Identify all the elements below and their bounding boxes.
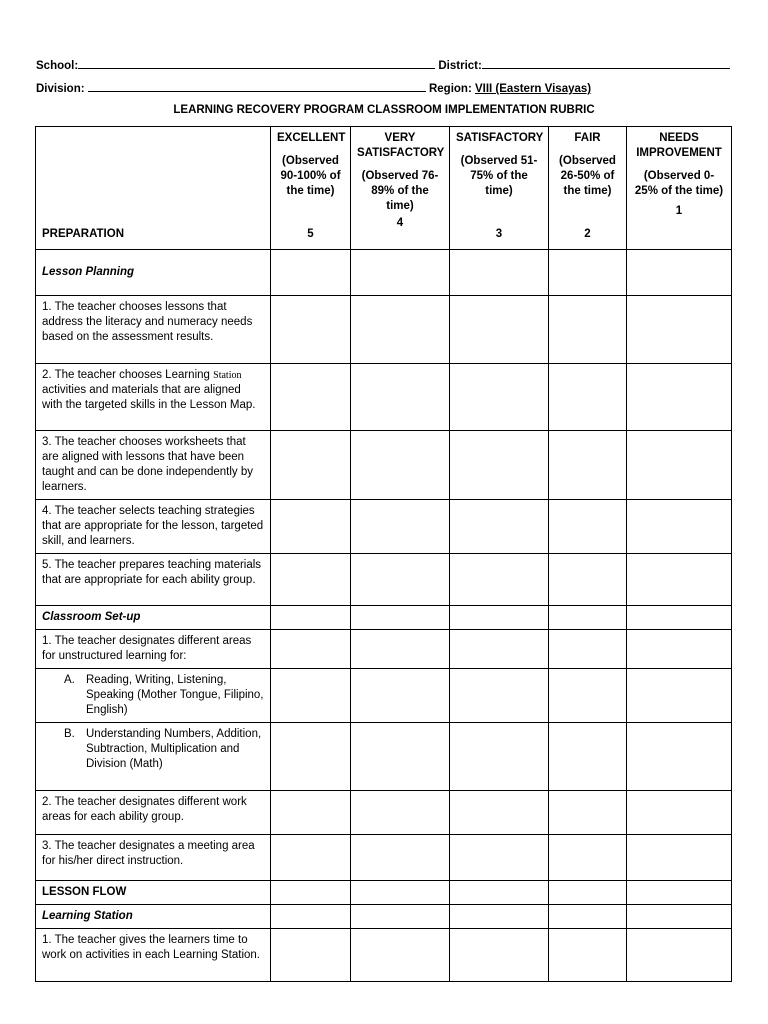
table-row bbox=[36, 296, 732, 364]
rating-cell[interactable] bbox=[351, 905, 450, 929]
rating-cell[interactable] bbox=[549, 606, 627, 630]
table-row bbox=[36, 250, 732, 296]
criterion-text: 5. The teacher prepares teaching materials that are appropriate for each ability group. bbox=[36, 554, 271, 606]
division-line bbox=[36, 81, 591, 95]
rating-cell[interactable] bbox=[627, 630, 732, 669]
rating-cell[interactable] bbox=[627, 431, 732, 500]
rating-cell[interactable] bbox=[271, 606, 351, 630]
rating-cell[interactable] bbox=[271, 630, 351, 669]
rating-cell[interactable] bbox=[450, 250, 549, 296]
rating-cell[interactable] bbox=[549, 929, 627, 982]
rating-cell[interactable] bbox=[450, 669, 549, 723]
criterion-text-rest: activities and materials that are aligned with the targeted skills in the Lesson Map. bbox=[42, 384, 256, 411]
column-score: 5 bbox=[307, 228, 314, 240]
rating-cell[interactable] bbox=[627, 791, 732, 835]
table-row bbox=[36, 905, 732, 929]
column-score: 1 bbox=[675, 205, 683, 217]
table-row bbox=[36, 431, 732, 500]
subitem-text: Understanding Numbers, Addition, Subtraction, Multiplication and Division (Math) bbox=[86, 728, 262, 770]
rating-cell[interactable] bbox=[549, 630, 627, 669]
column-header-satisfactory bbox=[450, 127, 549, 250]
rating-cell[interactable] bbox=[450, 881, 549, 905]
rating-cell[interactable] bbox=[549, 723, 627, 791]
rating-cell[interactable] bbox=[351, 554, 450, 606]
rating-cell[interactable] bbox=[450, 431, 549, 500]
table-row bbox=[36, 835, 732, 881]
criterion-subitem bbox=[36, 669, 271, 723]
rating-cell[interactable] bbox=[450, 929, 549, 982]
subitem-label: A. bbox=[64, 674, 75, 686]
table-row bbox=[36, 364, 732, 431]
section-learning-station: Learning Station bbox=[36, 905, 271, 929]
section-lesson-planning: Lesson Planning bbox=[36, 250, 271, 296]
division-field[interactable] bbox=[88, 81, 426, 92]
criterion-text: 3. The teacher chooses worksheets that are aligned with lessons that have been taught and can be done independently by learners. bbox=[36, 431, 271, 500]
rating-cell[interactable] bbox=[271, 881, 351, 905]
criterion-text: 3. The teacher designates a meeting area for his/her direct instruction. bbox=[36, 835, 271, 881]
column-score: 4 bbox=[396, 217, 404, 229]
rating-cell[interactable] bbox=[271, 364, 351, 431]
rating-cell[interactable] bbox=[351, 630, 450, 669]
preparation-header-cell bbox=[36, 127, 271, 250]
division-label: Division: bbox=[36, 83, 85, 95]
school-label: School: bbox=[36, 60, 79, 72]
rating-cell[interactable] bbox=[450, 606, 549, 630]
rating-cell[interactable] bbox=[627, 500, 732, 554]
rubric-table bbox=[35, 126, 732, 982]
section-classroom-setup: Classroom Set-up bbox=[36, 606, 271, 630]
rating-cell[interactable] bbox=[351, 364, 450, 431]
rating-cell[interactable] bbox=[627, 723, 732, 791]
column-desc: (Observed 26-50% of the time) bbox=[559, 155, 616, 197]
rating-cell[interactable] bbox=[271, 723, 351, 791]
rating-cell[interactable] bbox=[549, 791, 627, 835]
school-line bbox=[36, 58, 730, 72]
rating-cell[interactable] bbox=[627, 881, 732, 905]
rating-cell[interactable] bbox=[549, 554, 627, 606]
criterion-subitem bbox=[36, 723, 271, 791]
column-header-needs-improvement bbox=[627, 127, 732, 250]
rating-cell[interactable] bbox=[351, 250, 450, 296]
table-row bbox=[36, 500, 732, 554]
column-desc: (Observed 51-75% of the time) bbox=[460, 155, 538, 197]
rating-cell[interactable] bbox=[271, 669, 351, 723]
rating-cell[interactable] bbox=[351, 606, 450, 630]
table-row bbox=[36, 630, 732, 669]
rating-cell[interactable] bbox=[549, 431, 627, 500]
rating-cell[interactable] bbox=[450, 554, 549, 606]
criterion-text: 2. The teacher designates different work areas for each ability group. bbox=[36, 791, 271, 835]
rating-cell[interactable] bbox=[351, 500, 450, 554]
rating-cell[interactable] bbox=[450, 630, 549, 669]
rating-cell[interactable] bbox=[549, 905, 627, 929]
rating-cell[interactable] bbox=[271, 905, 351, 929]
rating-cell[interactable] bbox=[627, 669, 732, 723]
column-desc: (Observed 76-89% of the time) bbox=[361, 170, 439, 212]
rating-cell[interactable] bbox=[450, 296, 549, 364]
criterion-text bbox=[36, 364, 271, 431]
column-name: NEEDS IMPROVEMENT bbox=[636, 132, 722, 159]
column-name: VERY SATISFACTORY bbox=[357, 132, 445, 159]
column-header-fair bbox=[549, 127, 627, 250]
region-value: VIII (Eastern Visayas) bbox=[474, 83, 592, 95]
column-name: EXCELLENT bbox=[277, 132, 346, 144]
rating-cell[interactable] bbox=[351, 669, 450, 723]
rating-cell[interactable] bbox=[627, 364, 732, 431]
preparation-label: PREPARATION bbox=[42, 228, 124, 240]
rating-cell[interactable] bbox=[271, 791, 351, 835]
rating-cell[interactable] bbox=[549, 364, 627, 431]
header-row bbox=[36, 127, 732, 250]
rating-cell[interactable] bbox=[271, 296, 351, 364]
rating-cell[interactable] bbox=[627, 296, 732, 364]
rating-cell[interactable] bbox=[450, 791, 549, 835]
rating-cell[interactable] bbox=[549, 669, 627, 723]
heading-lesson-flow: LESSON FLOW bbox=[36, 881, 271, 905]
rating-cell[interactable] bbox=[627, 250, 732, 296]
column-score: 2 bbox=[584, 228, 591, 240]
subitem-text: Reading, Writing, Listening, Speaking (Mother Tongue, Filipino, English) bbox=[86, 674, 264, 716]
rating-cell[interactable] bbox=[627, 606, 732, 630]
rating-cell[interactable] bbox=[627, 835, 732, 881]
table-row bbox=[36, 791, 732, 835]
rating-cell[interactable] bbox=[627, 554, 732, 606]
table-row bbox=[36, 723, 732, 791]
criterion-text: 1. The teacher gives the learners time to work on activities in each Learning Station. bbox=[36, 929, 271, 982]
subitem-label: B. bbox=[64, 728, 75, 740]
rating-cell[interactable] bbox=[549, 296, 627, 364]
rating-cell[interactable] bbox=[271, 250, 351, 296]
page-title: LEARNING RECOVERY PROGRAM CLASSROOM IMPLEMENTATION RUBRIC bbox=[173, 104, 595, 116]
rating-cell[interactable] bbox=[627, 905, 732, 929]
table-row bbox=[36, 881, 732, 905]
table-row bbox=[36, 554, 732, 606]
column-desc: (Observed 90-100% of the time) bbox=[280, 155, 341, 197]
rating-cell[interactable] bbox=[271, 500, 351, 554]
rating-cell[interactable] bbox=[450, 500, 549, 554]
criterion-text: 1. The teacher chooses lessons that address the literacy and numeracy needs based on the assessment results. bbox=[36, 296, 271, 364]
rating-cell[interactable] bbox=[351, 835, 450, 881]
rating-cell[interactable] bbox=[549, 835, 627, 881]
region-label: Region: bbox=[428, 83, 472, 95]
criterion-text-part: 2. The teacher chooses Learning bbox=[42, 369, 210, 381]
rating-cell[interactable] bbox=[351, 296, 450, 364]
table-row bbox=[36, 669, 732, 723]
table-row bbox=[36, 606, 732, 630]
column-header-excellent bbox=[271, 127, 351, 250]
rating-cell[interactable] bbox=[549, 500, 627, 554]
rating-cell[interactable] bbox=[549, 250, 627, 296]
rating-cell[interactable] bbox=[351, 881, 450, 905]
criterion-text-small: Station bbox=[213, 370, 242, 381]
school-field[interactable] bbox=[78, 58, 435, 69]
rating-cell[interactable] bbox=[351, 723, 450, 791]
district-field[interactable] bbox=[482, 58, 730, 69]
rating-cell[interactable] bbox=[351, 929, 450, 982]
rating-cell[interactable] bbox=[271, 929, 351, 982]
column-score: 3 bbox=[495, 228, 503, 240]
criterion-text: 4. The teacher selects teaching strategies that are appropriate for the lesson, targeted skill, and learners. bbox=[36, 500, 271, 554]
table-row bbox=[36, 929, 732, 982]
rating-cell[interactable] bbox=[450, 905, 549, 929]
rating-cell[interactable] bbox=[549, 881, 627, 905]
rating-cell[interactable] bbox=[450, 364, 549, 431]
district-label: District: bbox=[438, 60, 482, 72]
rating-cell[interactable] bbox=[271, 835, 351, 881]
column-name: FAIR bbox=[574, 132, 601, 144]
rating-cell[interactable] bbox=[271, 554, 351, 606]
column-desc: (Observed 0-25% of the time) bbox=[634, 170, 724, 197]
rating-cell[interactable] bbox=[271, 431, 351, 500]
rating-cell[interactable] bbox=[351, 431, 450, 500]
rating-cell[interactable] bbox=[450, 723, 549, 791]
criterion-text: 1. The teacher designates different areas for unstructured learning for: bbox=[36, 630, 271, 669]
rating-cell[interactable] bbox=[450, 835, 549, 881]
rating-cell[interactable] bbox=[351, 791, 450, 835]
rating-cell[interactable] bbox=[627, 929, 732, 982]
column-name: SATISFACTORY bbox=[456, 132, 544, 144]
column-header-very-satisfactory bbox=[351, 127, 450, 250]
